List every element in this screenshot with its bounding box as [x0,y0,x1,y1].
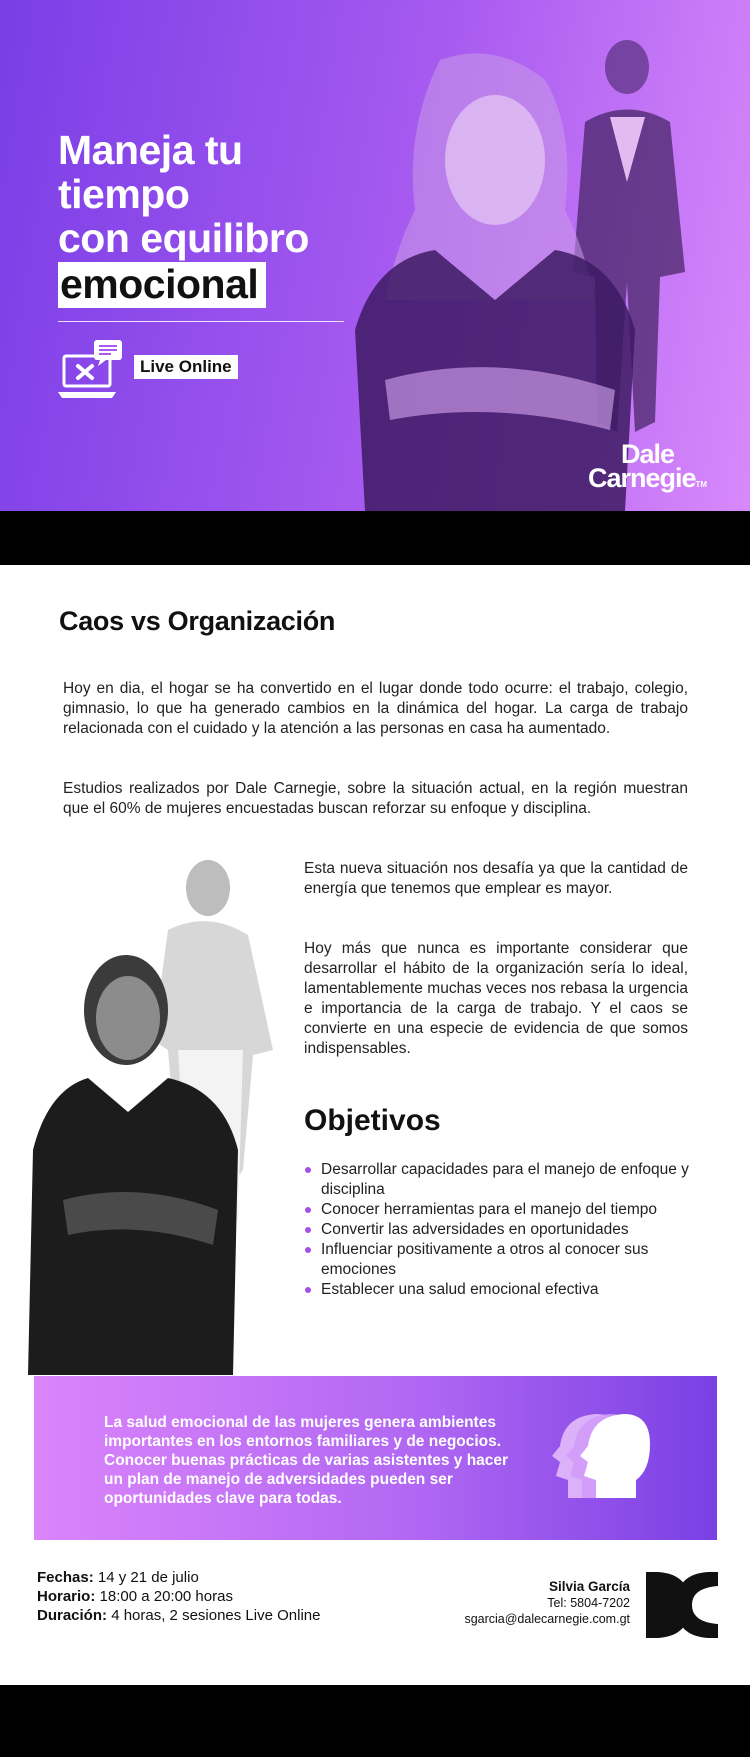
list-item: Convertir las adversidades en oportunidades [304,1220,704,1240]
objectives-list [304,1160,704,1300]
list-item: Establecer una salud emocional efectiva [304,1280,704,1300]
event-details [37,1568,320,1625]
detail-label: Horario: [37,1588,96,1605]
hero-title [58,128,309,308]
contact-email[interactable]: sgarcia@dalecarnegie.com.gt [464,1612,630,1626]
black-divider-bar [0,511,750,565]
promo-text: La salud emocional de las mujeres genera ambientes importantes en los entornos familiares y de negocios. Conocer buenas prácticas de varias asistentes y hacer un plan de manejo de adversidades pueden ser oportunidades clave para todas. [104,1414,509,1507]
detail-label: Fechas: [37,1569,94,1586]
list-item: Desarrollar capacidades para el manejo de enfoque y disciplina [304,1160,704,1200]
detail-value: 4 horas, 2 sesiones Live Online [111,1607,321,1624]
paragraph: Hoy en dia, el hogar se ha convertido en el lugar donde todo ocurre: el trabajo, colegio, gimnasio, lo que ha generado cambios en la dinámica del hogar. La carga de trabajo relacionada con el cuidado y la atención a las personas en casa ha aumentado. [63,680,688,737]
bottom-black-bar [0,1685,750,1757]
hero-title-line: con equilibro [58,215,309,261]
detail-value: 18:00 a 20:00 horas [99,1588,233,1605]
live-online-badge: Live Online [134,355,238,379]
brand-line: Dale [621,439,675,469]
dale-carnegie-mark-icon [646,1572,718,1638]
hero-title-line: tiempo [58,171,190,217]
brand-line: Carnegie [588,463,696,493]
objectives-title: Objetivos [304,1104,441,1137]
contact-phone: Tel: 5804-7202 [547,1596,630,1610]
list-item: Conocer herramientas para el manejo del tiempo [304,1200,704,1220]
dale-carnegie-logo [588,439,708,497]
hero-banner [0,0,750,511]
heads-profile-icon [538,1410,650,1502]
contact-block [420,1579,630,1627]
list-item: Influenciar positivamente a otros al conocer sus emociones [304,1240,704,1280]
section-title: Caos vs Organización [59,606,336,636]
paragraph: Esta nueva situación nos desafía ya que la cantidad de energía que tenemos que emplear es mayor. [304,860,688,897]
trademark: TM [695,480,708,489]
two-women-illustration [28,850,283,1375]
hero-title-highlight: emocional [58,262,266,308]
paragraph: Hoy más que nunca es importante considerar que desarrollar el hábito de la organización sería lo ideal, lamentablemente muchas veces nos rebasa la urgencia e importancia de la carga de trabajo. Y el caos se convierte en una especie de evidencia de que somos indispensables. [304,940,688,1057]
trademark: TM [710,1632,718,1638]
hero-title-line: Maneja tu [58,127,243,173]
paragraph: Estudios realizados por Dale Carnegie, sobre la situación actual, en la región muestran que el 60% de mujeres encuestadas buscan reforzar su enfoque y disciplina. [63,780,688,817]
laptop-chat-icon [58,338,126,400]
detail-value: 14 y 21 de julio [97,1569,199,1586]
detail-label: Duración: [37,1607,108,1624]
hero-divider [58,321,344,322]
contact-name: Silvia García [548,1579,630,1594]
